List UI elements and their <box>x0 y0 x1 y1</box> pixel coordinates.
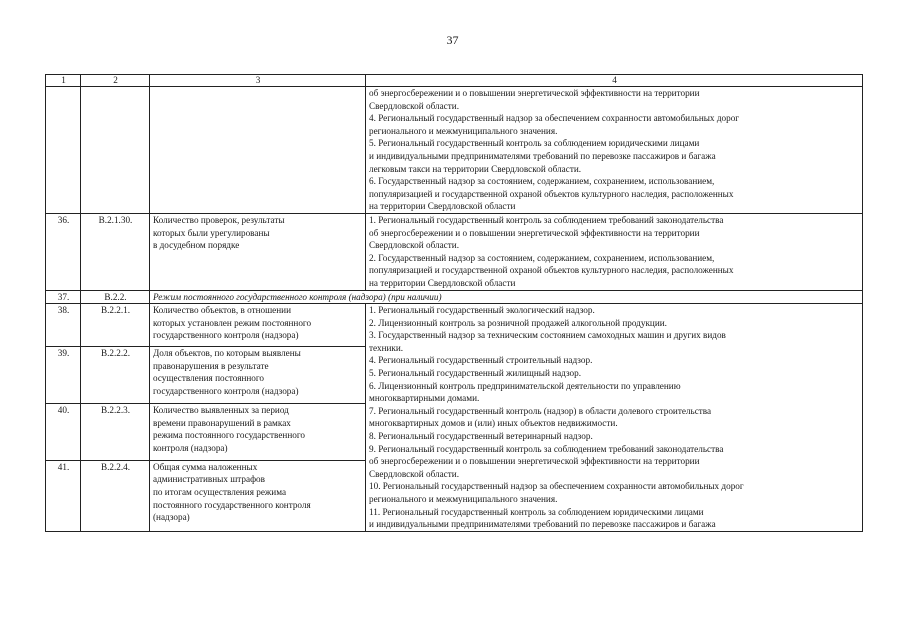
text-line: 1. Региональный государственный контроль за соблюдением требований законодательства <box>369 214 724 225</box>
text-line: легковым такси на территории Свердловской области. <box>369 163 582 174</box>
row-code: В.2.2.2. <box>81 347 150 404</box>
row-code: В.2.2. <box>81 290 150 304</box>
section-title: Режим постоянного государственного контроля (надзора) (при наличии) <box>150 290 863 304</box>
header-row <box>46 75 863 87</box>
text-line: регионального и межмуниципального значения. <box>369 494 558 504</box>
text-line: 6. Государственный надзор за состоянием, содержанием, сохранением, использованием, <box>369 176 715 187</box>
text-line: об энергосбережении и о повышении энергетической эффективности на территории <box>369 88 700 98</box>
cell-code <box>81 87 150 214</box>
row-description <box>150 347 366 404</box>
table-row-36 <box>46 213 863 290</box>
text-line: Количество выявленных за период <box>153 404 289 415</box>
row-code: В.2.1.30. <box>81 213 150 290</box>
text-line: (надзора) <box>153 512 190 523</box>
text-line: 8. Региональный государственный ветеринарный надзор. <box>369 431 593 442</box>
cell-col4 <box>366 87 863 214</box>
text-line: об энергосбережении и о повышении энергетической эффективности на территории <box>369 227 700 238</box>
text-line: которых установлен режим постоянного <box>153 317 312 328</box>
text-line: осуществления постоянного <box>153 373 264 384</box>
continuation-row <box>46 87 863 214</box>
text-line: 4. Региональный государственный надзор за обеспечением сохранности автомобильных дорог <box>369 113 740 124</box>
text-line: Количество проверок, результаты <box>153 214 285 225</box>
text-line: 10. Региональный государственный надзор за обеспечением сохранности автомобильных дорог <box>369 481 744 492</box>
text-line: и индивидуальными предпринимателями требований по перевозке пассажиров и багажа <box>369 150 716 161</box>
header-col-3: 3 <box>150 75 366 87</box>
text-line: популяризацией и государственной охраной объектов культурного наследия, расположенных <box>369 265 734 276</box>
text-line: постоянного государственного контроля <box>153 499 311 510</box>
header-col-1: 1 <box>46 75 81 87</box>
text-line: многоквартирных домов и (или) иных объектов недвижимости. <box>369 418 618 429</box>
row-number: 38. <box>46 304 81 347</box>
text-line: режима постоянного государственного <box>153 430 305 441</box>
text-line: административных штрафов <box>153 474 265 485</box>
row-code: В.2.2.4. <box>81 460 150 531</box>
text-line: Доля объектов, по которым выявлены <box>153 348 301 359</box>
text-line: многоквартирными домами. <box>369 393 480 404</box>
row-code: В.2.2.1. <box>81 304 150 347</box>
text-line: 2. Лицензионный контроль за розничной продажей алкогольной продукции. <box>369 317 667 328</box>
text-line: 2. Государственный надзор за состоянием, содержанием, сохранением, использованием, <box>369 252 715 263</box>
row-number: 36. <box>46 213 81 290</box>
text-line: 5. Региональный государственный жилищный надзор. <box>369 368 582 379</box>
text-line: правонарушения в результате <box>153 360 269 371</box>
text-line: 11. Региональный государственный контроль за соблюдением юридическими лицами <box>369 506 704 517</box>
text-line: техники. <box>369 342 404 353</box>
text-line: на территории Свердловской области <box>369 201 516 212</box>
group-oversight-types <box>366 304 863 532</box>
row-oversight-types <box>366 213 863 290</box>
text-line: 6. Лицензионный контроль предпринимательской деятельности по управлению <box>369 380 681 391</box>
text-line: на территории Свердловской области <box>369 277 516 288</box>
row-code: В.2.2.3. <box>81 403 150 460</box>
table-row-37 <box>46 290 863 304</box>
row-description <box>150 304 366 347</box>
page-number: 37 <box>446 33 459 47</box>
text-line: времени правонарушений в рамках <box>153 417 291 428</box>
row-number: 40. <box>46 403 81 460</box>
document-table <box>45 74 863 532</box>
row-number: 41. <box>46 460 81 531</box>
text-line: Общая сумма наложенных <box>153 461 258 472</box>
row-description <box>150 460 366 531</box>
cell-num <box>46 87 81 214</box>
text-line: об энергосбережении и о повышении энергетической эффективности на территории <box>369 456 700 467</box>
text-line: государственного контроля (надзора) <box>153 385 299 396</box>
text-line: и индивидуальными предпринимателями требований по перевозке пассажиров и багажа <box>369 519 716 530</box>
text-line: Количество объектов, в отношении <box>153 305 291 316</box>
text-line: в досудебном порядке <box>153 240 240 251</box>
row-number: 39. <box>46 347 81 404</box>
text-line: Свердловской области. <box>369 468 459 479</box>
row-description <box>150 403 366 460</box>
text-line: государственного контроля (надзора) <box>153 330 299 341</box>
text-line: которых были урегулированы <box>153 227 270 238</box>
text-line: 7. Региональный государственный контроль (надзор) в области долевого строительства <box>369 405 712 416</box>
text-line: Свердловской области. <box>369 240 459 251</box>
text-line: 9. Региональный государственный контроль за соблюдением требований законодательства <box>369 443 724 454</box>
text-line: по итогам осуществления режима <box>153 487 287 498</box>
text-line: Свердловской области. <box>369 100 459 111</box>
text-line: 4. Региональный государственный строительный надзор. <box>369 355 593 366</box>
text-line: 1. Региональный государственный экологический надзор. <box>369 305 595 316</box>
table-row-38 <box>46 304 863 347</box>
text-line: популяризацией и государственной охраной объектов культурного наследия, расположенных <box>369 188 734 199</box>
header-col-4: 4 <box>366 75 863 87</box>
text-line: регионального и межмуниципального значения. <box>369 125 558 136</box>
row-description <box>150 213 366 290</box>
text-line: 5. Региональный государственный контроль за соблюдением юридическими лицами <box>369 138 700 149</box>
header-col-2: 2 <box>81 75 150 87</box>
text-line: контроля (надзора) <box>153 442 228 453</box>
row-number: 37. <box>46 290 81 304</box>
cell-desc <box>150 87 366 214</box>
text-line: 3. Государственный надзор за техническим состоянием самоходных машин и других видов <box>369 330 726 341</box>
